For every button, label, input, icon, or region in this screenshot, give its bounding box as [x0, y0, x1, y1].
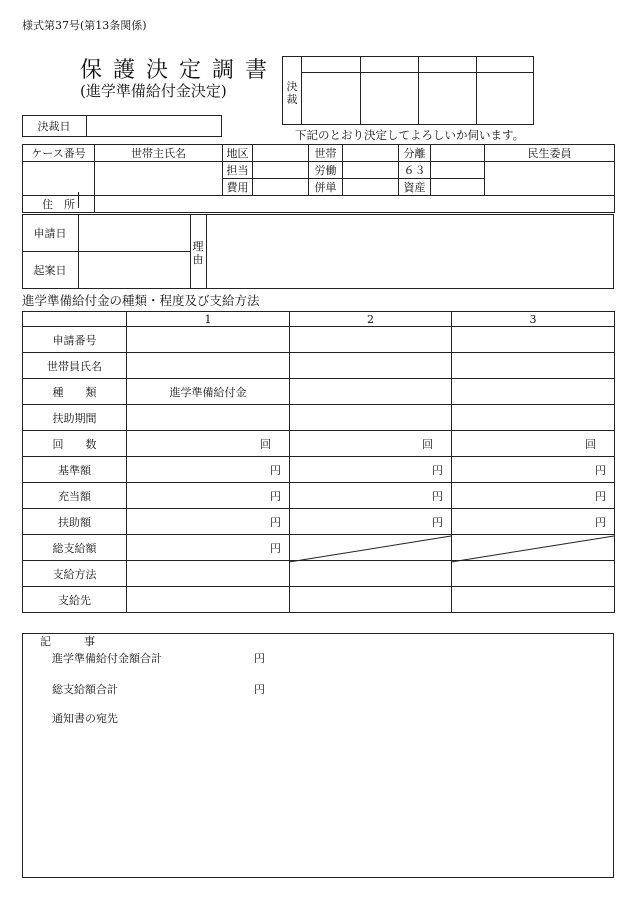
benefit-header-blank	[23, 312, 127, 327]
method-label: 支給方法	[23, 561, 127, 587]
notes-field[interactable]	[52, 730, 602, 870]
standard-field-3[interactable]: 円	[452, 457, 615, 483]
combined-label: 併単	[309, 179, 343, 196]
recipient-label: 支給先	[23, 587, 127, 613]
standard-label: 基準額	[23, 457, 127, 483]
total-payment-label: 総支給額合計	[52, 683, 118, 696]
draft-date-label: 起案日	[33, 264, 67, 277]
aid-field-1[interactable]: 円	[127, 509, 290, 535]
labor-value: ６３	[399, 162, 431, 179]
applied-label: 充当額	[23, 483, 127, 509]
household-label: 世帯	[309, 145, 343, 162]
applied-field-2[interactable]: 円	[290, 483, 452, 509]
approval-box	[282, 56, 534, 125]
address-label: 住 所	[23, 196, 95, 213]
category-field[interactable]	[431, 145, 485, 162]
type-label: 種 類	[23, 379, 127, 405]
application-number-label: 申請番号	[23, 327, 127, 353]
case-number-label: ケース番号	[23, 145, 95, 162]
cost-label: 費用	[223, 179, 253, 196]
labor-label: 労働	[309, 162, 343, 179]
count-label: 回 数	[23, 431, 127, 457]
decision-date-label: 決裁日	[37, 120, 71, 133]
notice-address-label: 通知書の宛先	[52, 712, 118, 725]
benefit-table	[22, 311, 615, 613]
period-label: 扶助期間	[23, 405, 127, 431]
type-field-2[interactable]	[290, 379, 452, 405]
total-field-1[interactable]: 円	[127, 535, 290, 561]
column-header-3: 3	[452, 312, 615, 327]
column-header-1: 1	[127, 312, 290, 327]
approval-label: 決裁	[286, 80, 298, 107]
method-field-1[interactable]	[127, 561, 290, 587]
benefit-section-heading: 進学準備給付金の種類・程度及び支給方法	[22, 293, 260, 308]
person-in-charge-label: 担当	[223, 162, 253, 179]
welfare-commissioner-label: 民生委員	[485, 145, 615, 162]
member-name-field-1[interactable]	[127, 353, 290, 379]
page-title: 保 護 決 定 調 書	[80, 58, 269, 83]
total-payment-yen: 円	[254, 683, 265, 696]
notes-heading: 記 事	[40, 635, 95, 648]
period-field-2[interactable]	[290, 405, 452, 431]
labor-field[interactable]	[343, 162, 399, 179]
recipient-field-3[interactable]	[452, 587, 615, 613]
household-field[interactable]	[343, 145, 399, 162]
count-field-1[interactable]: 回	[127, 431, 290, 457]
total-benefit-yen: 円	[254, 652, 265, 665]
category-label: 分離	[399, 145, 431, 162]
assets-field[interactable]	[431, 179, 485, 196]
page-subtitle: (進学準備給付金決定)	[80, 82, 227, 100]
case-number-field[interactable]	[23, 162, 95, 196]
assets-label: 資産	[399, 179, 431, 196]
person-in-charge-field[interactable]	[253, 162, 309, 179]
count-field-3[interactable]: 回	[452, 431, 615, 457]
type-value-1: 進学準備給付金	[127, 379, 290, 405]
welfare-commissioner-field[interactable]	[485, 162, 615, 196]
household-head-label: 世帯主氏名	[95, 145, 223, 162]
strike-line-2	[289, 536, 451, 562]
household-head-field[interactable]	[95, 162, 223, 196]
standard-field-2[interactable]: 円	[290, 457, 452, 483]
standard-field-1[interactable]: 円	[127, 457, 290, 483]
combined-field[interactable]	[343, 179, 399, 196]
district-field[interactable]	[253, 145, 309, 162]
period-field-1[interactable]	[127, 405, 290, 431]
member-name-field-3[interactable]	[452, 353, 615, 379]
member-name-label: 世帯員氏名	[23, 353, 127, 379]
reason-label: 理由	[192, 240, 204, 267]
applied-field-1[interactable]: 円	[127, 483, 290, 509]
draft-date-field[interactable]	[80, 253, 188, 287]
strike-line-3	[451, 536, 614, 562]
method-field-3[interactable]	[452, 561, 615, 587]
total-row-strike-lines	[289, 535, 614, 563]
decision-date-field[interactable]	[88, 116, 220, 136]
total-benefit-label: 進学準備給付金額合計	[52, 652, 162, 665]
column-header-2: 2	[290, 312, 452, 327]
type-field-3[interactable]	[452, 379, 615, 405]
application-number-field-1[interactable]	[127, 327, 290, 353]
labor-value-field[interactable]	[431, 162, 485, 179]
aid-field-2[interactable]: 円	[290, 509, 452, 535]
aid-label: 扶助額	[23, 509, 127, 535]
district-label: 地区	[223, 145, 253, 162]
request-text: 下記のとおり決定してよろしいか伺います。	[295, 128, 525, 142]
application-number-field-2[interactable]	[290, 327, 452, 353]
application-date-label: 申請日	[33, 227, 67, 240]
applied-field-3[interactable]: 円	[452, 483, 615, 509]
recipient-field-2[interactable]	[290, 587, 452, 613]
reason-field[interactable]	[208, 216, 612, 287]
member-name-field-2[interactable]	[290, 353, 452, 379]
recipient-field-1[interactable]	[127, 587, 290, 613]
count-field-2[interactable]: 回	[290, 431, 452, 457]
period-field-3[interactable]	[452, 405, 615, 431]
form-number: 様式第37号(第13条関係)	[22, 19, 147, 32]
application-number-field-3[interactable]	[452, 327, 615, 353]
address-field[interactable]	[95, 196, 615, 213]
case-info-table	[22, 144, 615, 213]
application-date-field[interactable]	[80, 216, 188, 250]
cost-field[interactable]	[253, 179, 309, 196]
method-field-2[interactable]	[290, 561, 452, 587]
aid-field-3[interactable]: 円	[452, 509, 615, 535]
total-label: 総支給額	[23, 535, 127, 561]
